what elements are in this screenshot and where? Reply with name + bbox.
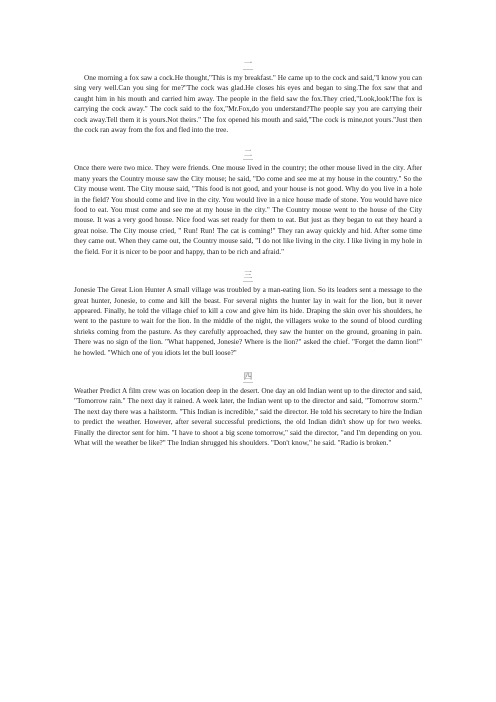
section-number-text: 三 [243,270,253,281]
section-number [74,371,422,383]
section-number-text: 一 [243,58,253,68]
story-paragraph: Weather Predict A film crew was on location deep in the desert. One day an old Indian went up to the director and said, "Tomorrow rain." The next day it rained. A week later, the Indian went up to the director and said, "Tomorrow storm." The next day there was a hailstorm. "This Indian is incredible," said the director. He told his secretary to hire the Indian to predict the weather. However, after several successful predictions, the old Indian didn't show up for two weeks. Finally the director sent for him. "I have to shoot a big scene tomorrow," said the director, "and I'm depending on you. What will the weather be like?" The Indian shrugged his shoulders. "Don't know," he said. "Radio is broken." [74,386,422,447]
section-number-text: 四 [243,370,253,381]
story-paragraph: Once there were two mice. They were friends. One mouse lived in the country; the other mouse lived in the city. After many years the Country mouse saw the City mouse; he said, "Do come and see me at my house in the country." So the City mouse went. The City mouse said, "This food is not good, and your house is not good. Why do you live in a hole in the field? You should come and live in the city. You would live in a nice house made of stone. You would have nice food to eat. You must come and see me at my house in the city." The Country mouse went to the house of the City mouse. It was a very good house. Nice food was set ready for them to eat. But just as they began to eat they heard a great noise. The City mouse cried, " Run! Run! The cat is coming!" They ran away quickly and hid. After some time they came out. When they came out, the Country mouse said, "I do not like living in the city. I like living in my hole in the field. For it is nicer to be poor and happy, than to be rich and afraid." [74,164,422,256]
story-paragraph: One morning a fox saw a cock.He thought,"This is my breakfast." He came up to the cock and said,"I know you can sing very well.Can you sing for me?"The cock was glad.He closes his eyes and began to sing.The fox saw that and caught him in his mouth and carried him away. The people in the field saw the fox.They cried,"Look,look!The fox is carrying the cock away." The cock said to the fox,"Mr.Fox,do you understand?The people say you are carrying their cock away.Tell them it is yours.Not theirs." The fox opened his mouth and said,"The cock is mine,not yours."Just then the cock ran away from the fox and fled into the tree. [74,74,422,135]
story-section-2 [74,148,422,257]
story-section-1 [74,58,422,135]
story-section-3 [74,270,422,358]
story-section-4 [74,371,422,448]
section-number [74,148,422,160]
story-paragraph: Jonesie The Great Lion Hunter A small village was troubled by a man-eating lion. So its leaders sent a message to the great hunter, Jonesie, to come and kill the beast. For several nights the hunter lay in wait for the lion, but it never appeared. Finally, he told the village chief to kill a cow and give him its hide. Draping the skin over his shoulders, he went to the pasture to wait for the lion. In the middle of the night, the villagers woke to the sound of blood curdling shrieks coming from the pasture. As they carefully approached, they saw the hunter on the ground, groaning in pain. There was no sign of the lion. "What happened, Jonesie? Where is the lion?" asked the chief. "Forget the damn lion!" he howled. "Which one of you idiots let the bull loose?" [74,286,422,357]
section-number-text: 二 [243,148,253,159]
section-number [74,270,422,282]
section-number [74,58,422,70]
